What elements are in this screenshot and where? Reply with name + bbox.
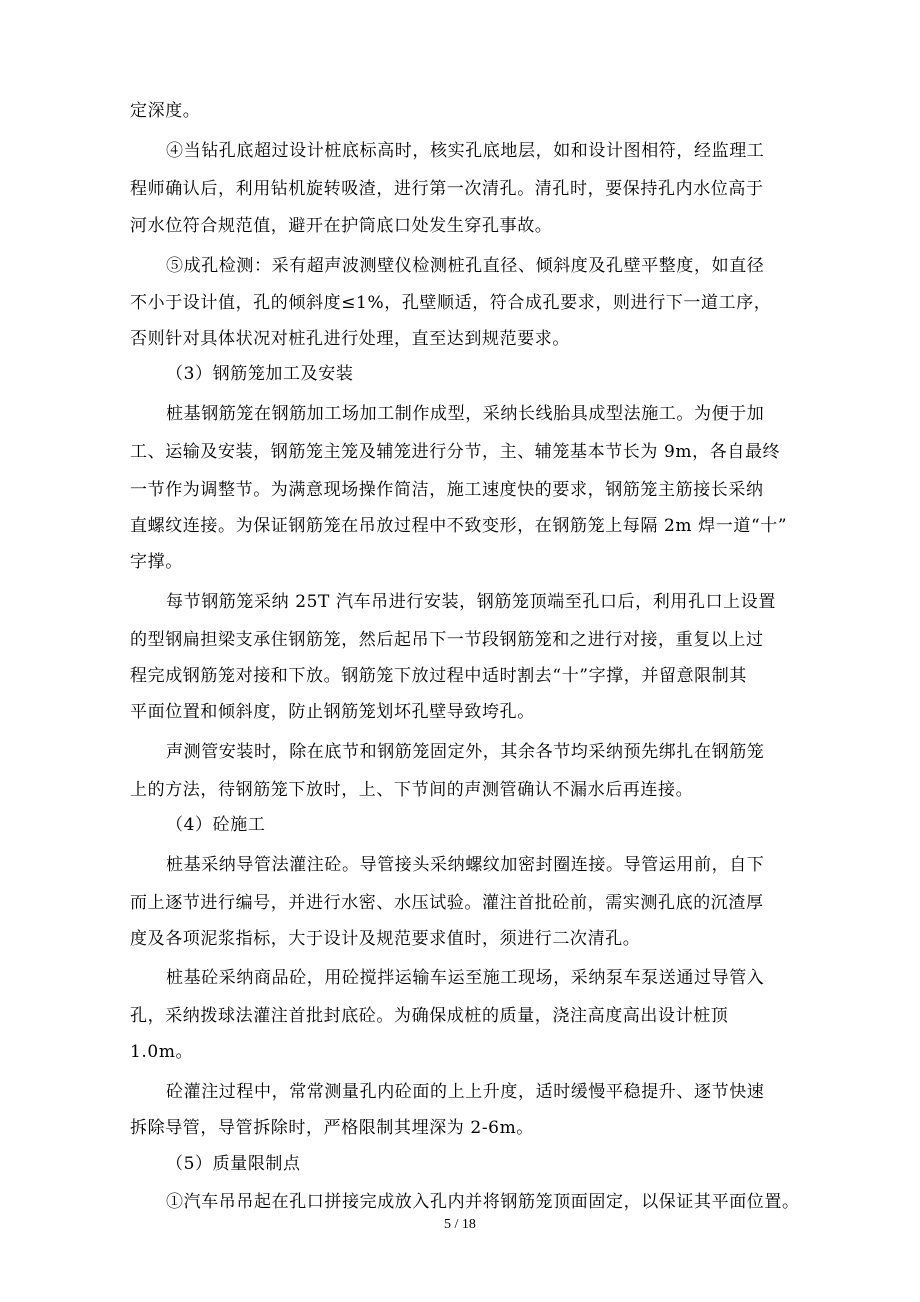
text-line: 桩基采纳导管法灌注砼。导管接头采纳螺纹加密封圈连接。导管运用前，自下 [166, 855, 765, 875]
text-line: 每节钢筋笼采纳 25T 汽车吊进行安装，钢筋笼顶端至孔口后，利用孔口上设置 [166, 592, 776, 612]
text-line: 而上逐节进行编号，并进行水密、水压试验。灌注首批砼前，需实测孔底的沉渣厚 [130, 893, 764, 913]
text-line: 1.0m。 [130, 1042, 194, 1062]
text-line: 字撑。 [130, 552, 183, 572]
text-line: ⑤成孔检测：采有超声波测壁仪检测桩孔直径、倾斜度及孔壁平整度，如直径 [166, 256, 765, 276]
text-line: 的型钢扁担梁支承住钢筋笼，然后起吊下一节段钢筋笼和之进行对接，重复以上过 [130, 630, 764, 650]
text-line: 一节作为调整节。为满意现场操作简洁，施工速度快的要求，钢筋笼主筋接长采纳 [130, 480, 764, 500]
text-line: 工、运输及安装，钢筋笼主笼及辅笼进行分节，主、辅笼基本节长为 9m，各自最终 [130, 442, 781, 462]
section-heading: （4）砼施工 [166, 815, 266, 835]
text-line: 孔，采纳拨球法灌注首批封底砼。为确保成桩的质量，浇注高度高出设计桩顶 [130, 1006, 729, 1026]
text-line: 不小于设计值，孔的倾斜度≤1%，孔壁顺适，符合成孔要求，则进行下一道工序， [130, 293, 772, 313]
text-line: 拆除导管，导管拆除时，严格限制其埋深为 2-6m。 [130, 1118, 534, 1138]
text-line: 桩基钢筋笼在钢筋加工场加工制作成型，采纳长线胎具成型法施工。为便于加 [166, 404, 765, 424]
text-line: 平面位置和倾斜度，防止钢筋笼划坏孔壁导致垮孔。 [130, 702, 535, 722]
text-line: 程完成钢筋笼对接和下放。钢筋笼下放过程中适时割去“十”字撑，并留意限制其 [130, 666, 747, 686]
text-line: 上的方法，待钢筋笼下放时，上、下节间的声测管确认不漏水后再连接。 [130, 780, 694, 800]
text-line: 度及各项泥浆指标，大于设计及规范要求值时，须进行二次清孔。 [130, 929, 641, 949]
page-number: 5 / 18 [444, 1217, 476, 1232]
text-line: 否则针对具体状况对桩孔进行处理，直至达到规范要求。 [130, 329, 570, 349]
text-line: 直螺纹连接。为保证钢筋笼在吊放过程中不致变形，在钢筋笼上每隔 2m 焊一道“十” [130, 516, 788, 536]
text-line: 砼灌注过程中，常常测量孔内砼面的上上升度，适时缓慢平稳提升、逐节快速 [166, 1082, 765, 1102]
text-line: 定深度。 [130, 101, 201, 121]
text-line: 程师确认后，利用钻机旋转吸渣，进行第一次清孔。清孔时，要保持孔内水位高于 [130, 179, 764, 199]
section-heading: （3）钢筋笼加工及安装 [166, 364, 354, 384]
text-line: 桩基砼采纳商品砼，用砼搅拌运输车运至施工现场，采纳泵车泵送通过导管入 [166, 968, 765, 988]
text-line: 河水位符合规范值，避开在护筒底口处发生穿孔事故。 [130, 216, 553, 236]
text-line: ①汽车吊吊起在孔口拼接完成放入孔内并将钢筋笼顶面固定，以保证其平面位置。 [166, 1192, 800, 1212]
section-heading: （5）质量限制点 [166, 1154, 301, 1174]
text-line: ④当钻孔底超过设计桩底标高时，核实孔底地层，如和设计图相符，经监理工 [166, 141, 765, 161]
text-line: 声测管安装时，除在底节和钢筋笼固定外，其余各节均采纳预先绑扎在钢筋笼 [166, 742, 765, 762]
